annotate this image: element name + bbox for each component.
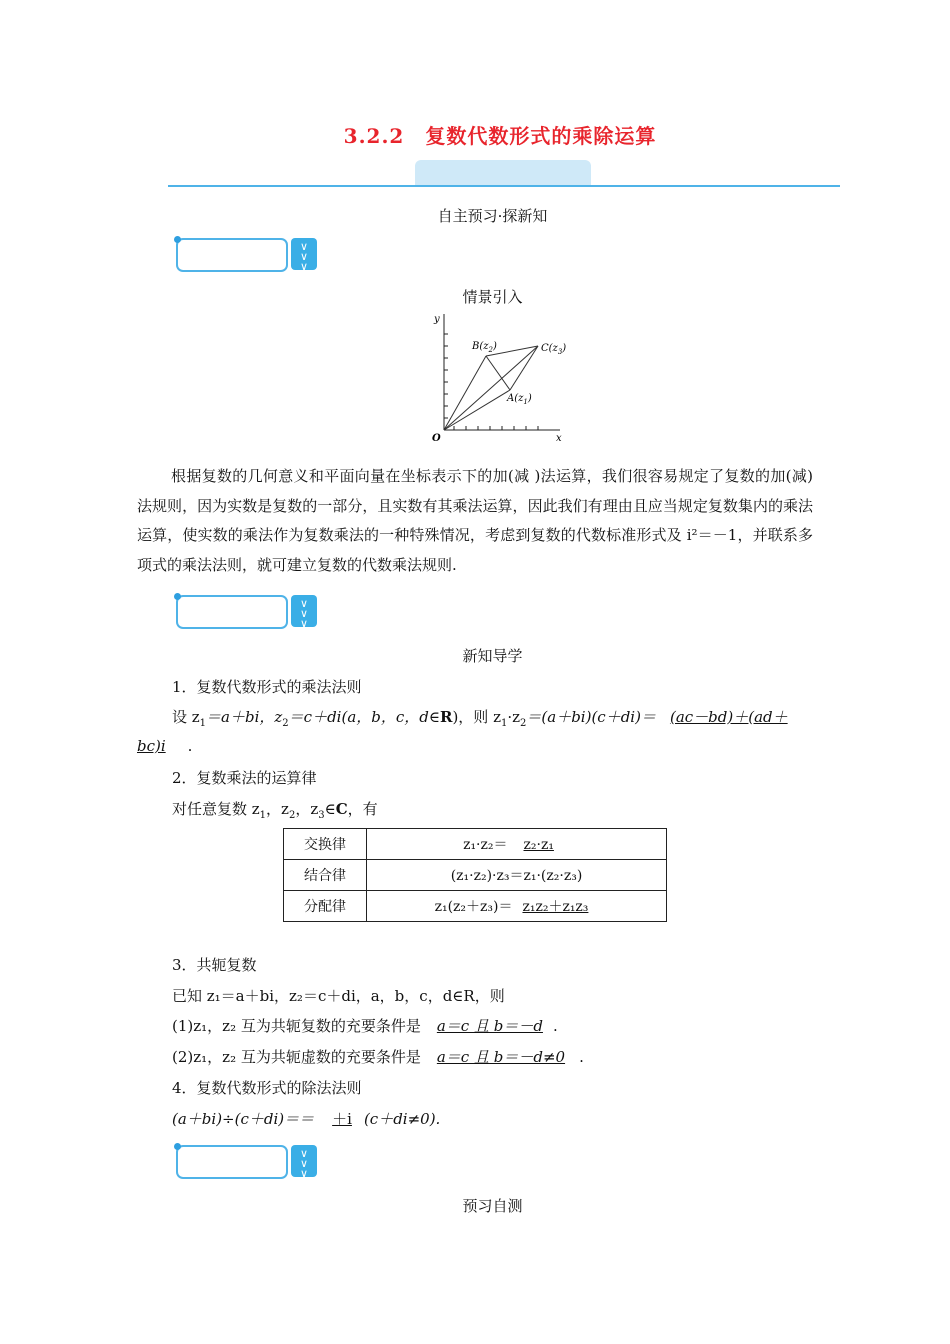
table-row <box>284 860 667 891</box>
law-expr: (z₁·z₂)·z₃＝z₁·(z₂·z₃) <box>450 868 583 884</box>
rule1-heading: 1．复数代数形式的乘法法则 <box>172 678 362 696</box>
double-chevron-down-icon: ∨ ∨ ∨ <box>291 1145 317 1177</box>
rule2-heading: 2．复数乘法的运算律 <box>172 769 317 787</box>
dot-icon <box>174 236 181 243</box>
double-chevron-down-icon: ∨ ∨ ∨ <box>291 238 317 270</box>
y-axis-label: y <box>434 314 440 325</box>
section-preview-heading: 自主预习·探新知 <box>437 207 548 225</box>
rule1-statement: 设 $z_1=a+bi$，$z_2=c+di(a$，b，c，d∈R)，则 $z_1\cdot z_2=(a+bi)(c+di)= (ac-bd)+(ad+$ <box>172 708 788 729</box>
double-chevron-down-icon: ∨ ∨ ∨ <box>291 595 317 627</box>
laws-table <box>283 828 667 922</box>
section-selftest-heading: 预习自测 <box>462 1197 523 1215</box>
point-b-label: $B(z_2)$ <box>472 341 497 354</box>
rule4-heading: 4．复数代数形式的除法法则 <box>172 1079 362 1097</box>
complex-plane-figure <box>410 308 570 450</box>
law-answer: z₁z₂＋z₁z₃ <box>522 899 589 915</box>
rule2-statement: 对任意复数 $z_1$，$z_2$，$z_3\in C$，有 <box>172 800 378 821</box>
law-answer: z₂·z₁ <box>523 837 554 853</box>
label-box <box>176 595 288 629</box>
point-a-label: $A(z_1)$ <box>507 393 532 406</box>
law-name: 结合律 <box>284 860 367 891</box>
table-row <box>284 891 667 922</box>
rule1-answer-cont: bc)i . <box>137 737 193 755</box>
section-new-heading: 新知导学 <box>462 647 523 665</box>
x-axis-label: x <box>556 433 562 444</box>
rule3-item1: (1)z₁，z₂ 互为共轭复数的充要条件是 a＝c 且 b＝－d . <box>172 1017 558 1035</box>
law-expr: z₁(z₂＋z₃)＝ <box>434 899 513 915</box>
table-row <box>284 829 667 860</box>
dot-icon <box>174 593 181 600</box>
law-name: 交换律 <box>284 829 367 860</box>
rule3-given: 已知 z₁＝a＋bi，z₂＝c＋di，a，b，c，d∈R，则 <box>172 987 505 1005</box>
header-tab <box>415 160 591 186</box>
rule1-answer: (ac－bd)＋(ad＋ <box>669 708 788 726</box>
rule3-item2: (2)z₁，z₂ 互为共轭虚数的充要条件是 a＝c 且 b＝－d≠0 . <box>172 1048 584 1066</box>
law-expr: z₁·z₂＝ <box>463 837 508 853</box>
rule4-statement: (a＋bi)÷(c＋di)＝＝ ＋i (c＋di≠0). <box>172 1110 441 1128</box>
law-name: 分配律 <box>284 891 367 922</box>
intro-paragraph: 根据复数的几何意义和平面向量在坐标表示下的加(减 )法运算，我们很容易规定了复数的加(减)法规则，因为实数是复数的一部分，且实数有其乘法运算，因此我们有理由且应当规定复数集内的乘法运算，使实数的乘法作为复数乘法的一种特殊情况，考虑到复数的代数标准形式及 i²＝－1，并联系多项式的乘法法则，就可建立复数的代数乘法规则. <box>137 467 813 574</box>
page-title: 3.2.2 复数代数形式的乘除运算 <box>343 124 657 148</box>
label-box <box>176 1145 288 1179</box>
scenario-heading: 情景引入 <box>462 288 523 306</box>
header-rule <box>168 185 840 187</box>
label-box <box>176 238 288 272</box>
point-c-label: $C(z_3)$ <box>541 343 567 356</box>
dot-icon <box>174 1143 181 1150</box>
rule3-heading: 3．共轭复数 <box>172 956 257 974</box>
origin-label: O <box>432 433 441 444</box>
